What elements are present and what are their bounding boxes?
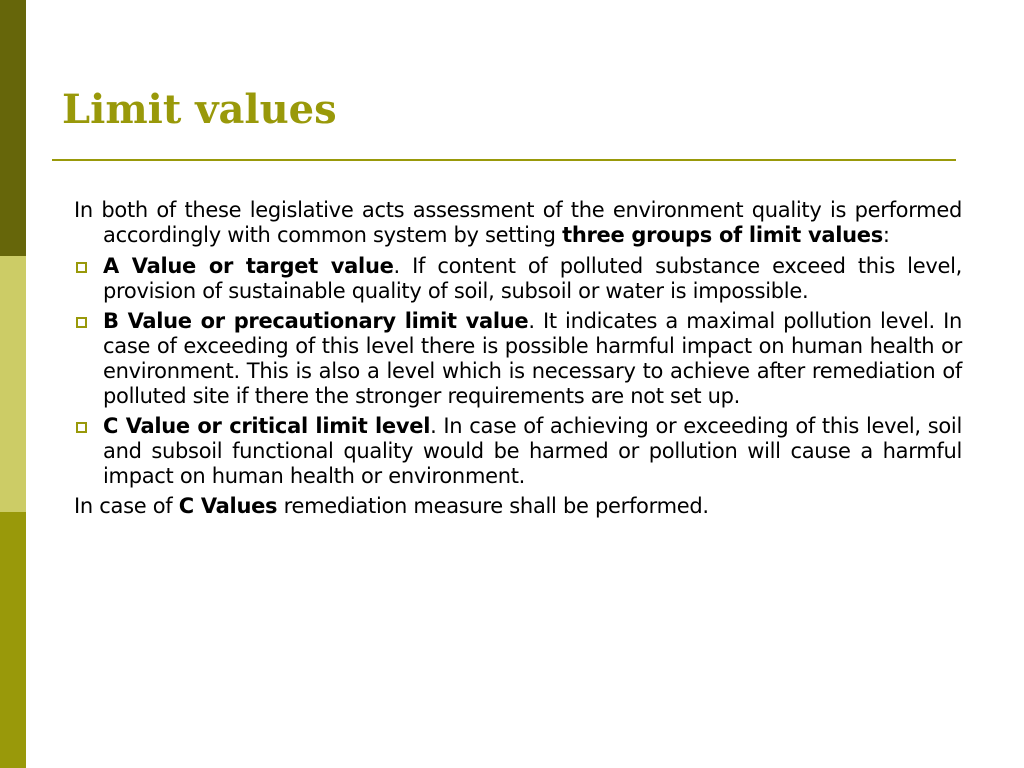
slide-content [74, 198, 962, 525]
square-bullet-icon [76, 317, 87, 328]
closing-text: In case of [74, 494, 179, 518]
sidebar-decoration [0, 0, 26, 768]
intro-paragraph [74, 198, 962, 248]
intro-bold-text: three groups of limit values [562, 223, 883, 247]
bullet-text: . In case of achieving or exceeding of this level, soil and subsoil functional quality would be harmed or pollution will cause a harmful impact on human health or environment. [103, 414, 962, 488]
list-item-c-value [74, 414, 962, 489]
square-bullet-icon [76, 262, 87, 273]
bullet-heading: B Value or precautionary limit value [103, 309, 529, 333]
bullet-text: . If content of polluted substance exceed this level, provision of sustainable quality of soil, subsoil or water is impossible. [103, 254, 962, 303]
closing-paragraph [74, 494, 962, 519]
slide-title: Limit values [62, 86, 337, 133]
sidebar-segment-bottom [0, 512, 26, 768]
list-item-a-value [74, 254, 962, 304]
closing-bold-text: C Values [178, 494, 278, 518]
limit-values-list [74, 254, 962, 489]
list-item-b-value [74, 309, 962, 409]
bullet-heading: A Value or target value [103, 254, 394, 278]
square-bullet-icon [76, 422, 87, 433]
bullet-heading: C Value or critical limit level [103, 414, 431, 438]
sidebar-segment-top [0, 0, 26, 256]
closing-tail: remediation measure shall be performed. [277, 494, 709, 518]
intro-tail: : [882, 223, 890, 247]
sidebar-segment-middle [0, 256, 26, 512]
title-divider [52, 159, 956, 161]
bullet-text: . It indicates a maximal pollution level. In case of exceeding of this level there is possible harmful impact on human health or environment. This is also a level which is necessary to achieve after remediation of polluted site if there the stronger requirements are not set up. [103, 309, 963, 408]
intro-text: In both of these legislative acts assessment of the environment quality is performed accordingly with common system by setting [74, 198, 962, 247]
